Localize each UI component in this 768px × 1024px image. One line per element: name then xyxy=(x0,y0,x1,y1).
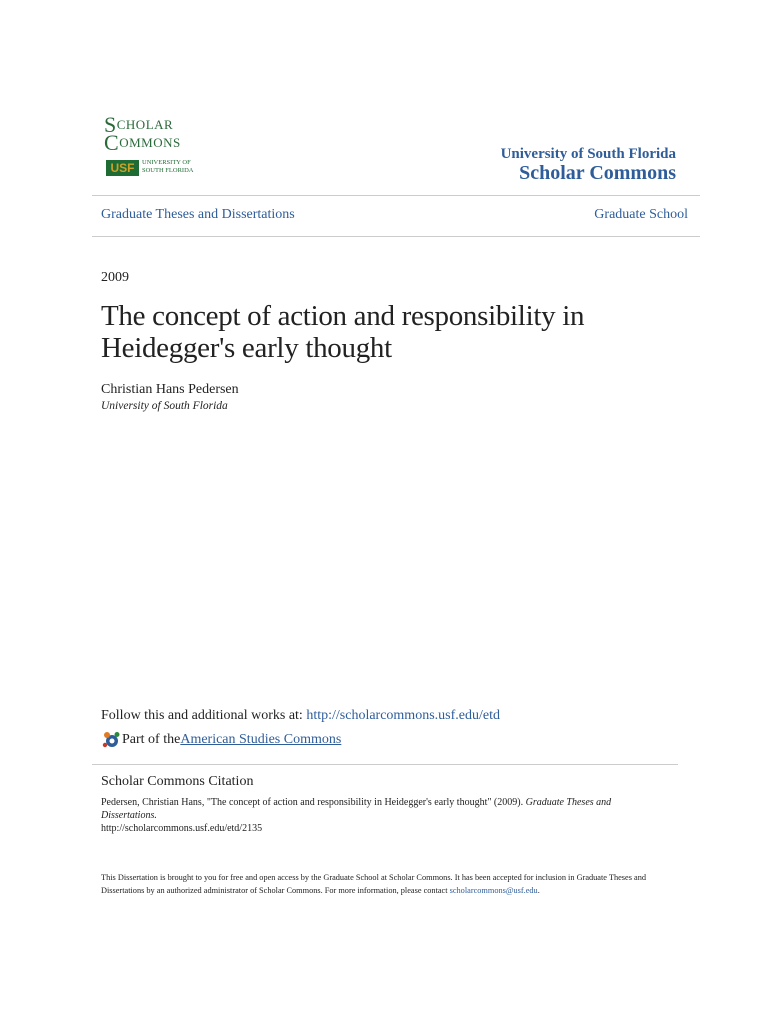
citation-heading: Scholar Commons Citation xyxy=(101,774,254,789)
part-of-label: Part of the xyxy=(122,732,181,747)
part-of-line xyxy=(101,731,341,749)
repository-name[interactable]: Scholar Commons xyxy=(519,162,676,184)
access-disclaimer: This Dissertation is brought to you for free and open access by the Graduate School at Scholar Commons. It has been accepted for inclusion in Graduate Theses and Dissertations by an authorized administrator of Scholar Commons. For more information, please contact scholarcommons@usf.edu. xyxy=(101,873,646,895)
scholar-commons-logo xyxy=(104,112,214,178)
author-affiliation: University of South Florida xyxy=(101,400,228,412)
citation-series: Graduate Theses and Dissertations. xyxy=(101,797,612,821)
follow-line xyxy=(101,708,500,724)
contact-email-link[interactable]: scholarcommons@usf.edu xyxy=(449,886,538,895)
logo-commons-text: COMMONS xyxy=(104,130,181,155)
citation-url: http://scholarcommons.usf.edu/etd/2135 xyxy=(101,823,263,834)
american-studies-commons-link[interactable]: American Studies Commons xyxy=(180,732,342,747)
usf-logo-name: UNIVERSITY OF SOUTH FLORIDA xyxy=(142,159,194,174)
author-name: Christian Hans Pedersen xyxy=(101,382,239,397)
logo-scholar-text: SCHOLAR xyxy=(104,112,174,137)
breadcrumb-collection-link[interactable]: Graduate Theses and Dissertations xyxy=(101,207,295,222)
header-divider xyxy=(92,195,700,196)
document-title: The concept of action and responsibility in Heidegger's early thought xyxy=(101,300,585,364)
breadcrumb-school-link[interactable]: Graduate School xyxy=(594,207,688,222)
university-name[interactable]: University of South Florida xyxy=(500,146,676,162)
breadcrumb-divider xyxy=(92,236,700,237)
usf-logo-badge: USF xyxy=(106,160,139,176)
publication-year: 2009 xyxy=(101,270,129,285)
network-commons-icon xyxy=(101,731,121,749)
follow-label: Follow this and additional works at: xyxy=(101,708,307,723)
citation-text: Pedersen, Christian Hans, "The concept of action and responsibility in Heidegger's early thought" (2009). Graduate Theses and Dissertations. xyxy=(101,797,612,821)
etd-url-link[interactable]: http://scholarcommons.usf.edu/etd xyxy=(306,708,500,723)
citation-divider xyxy=(92,764,678,765)
